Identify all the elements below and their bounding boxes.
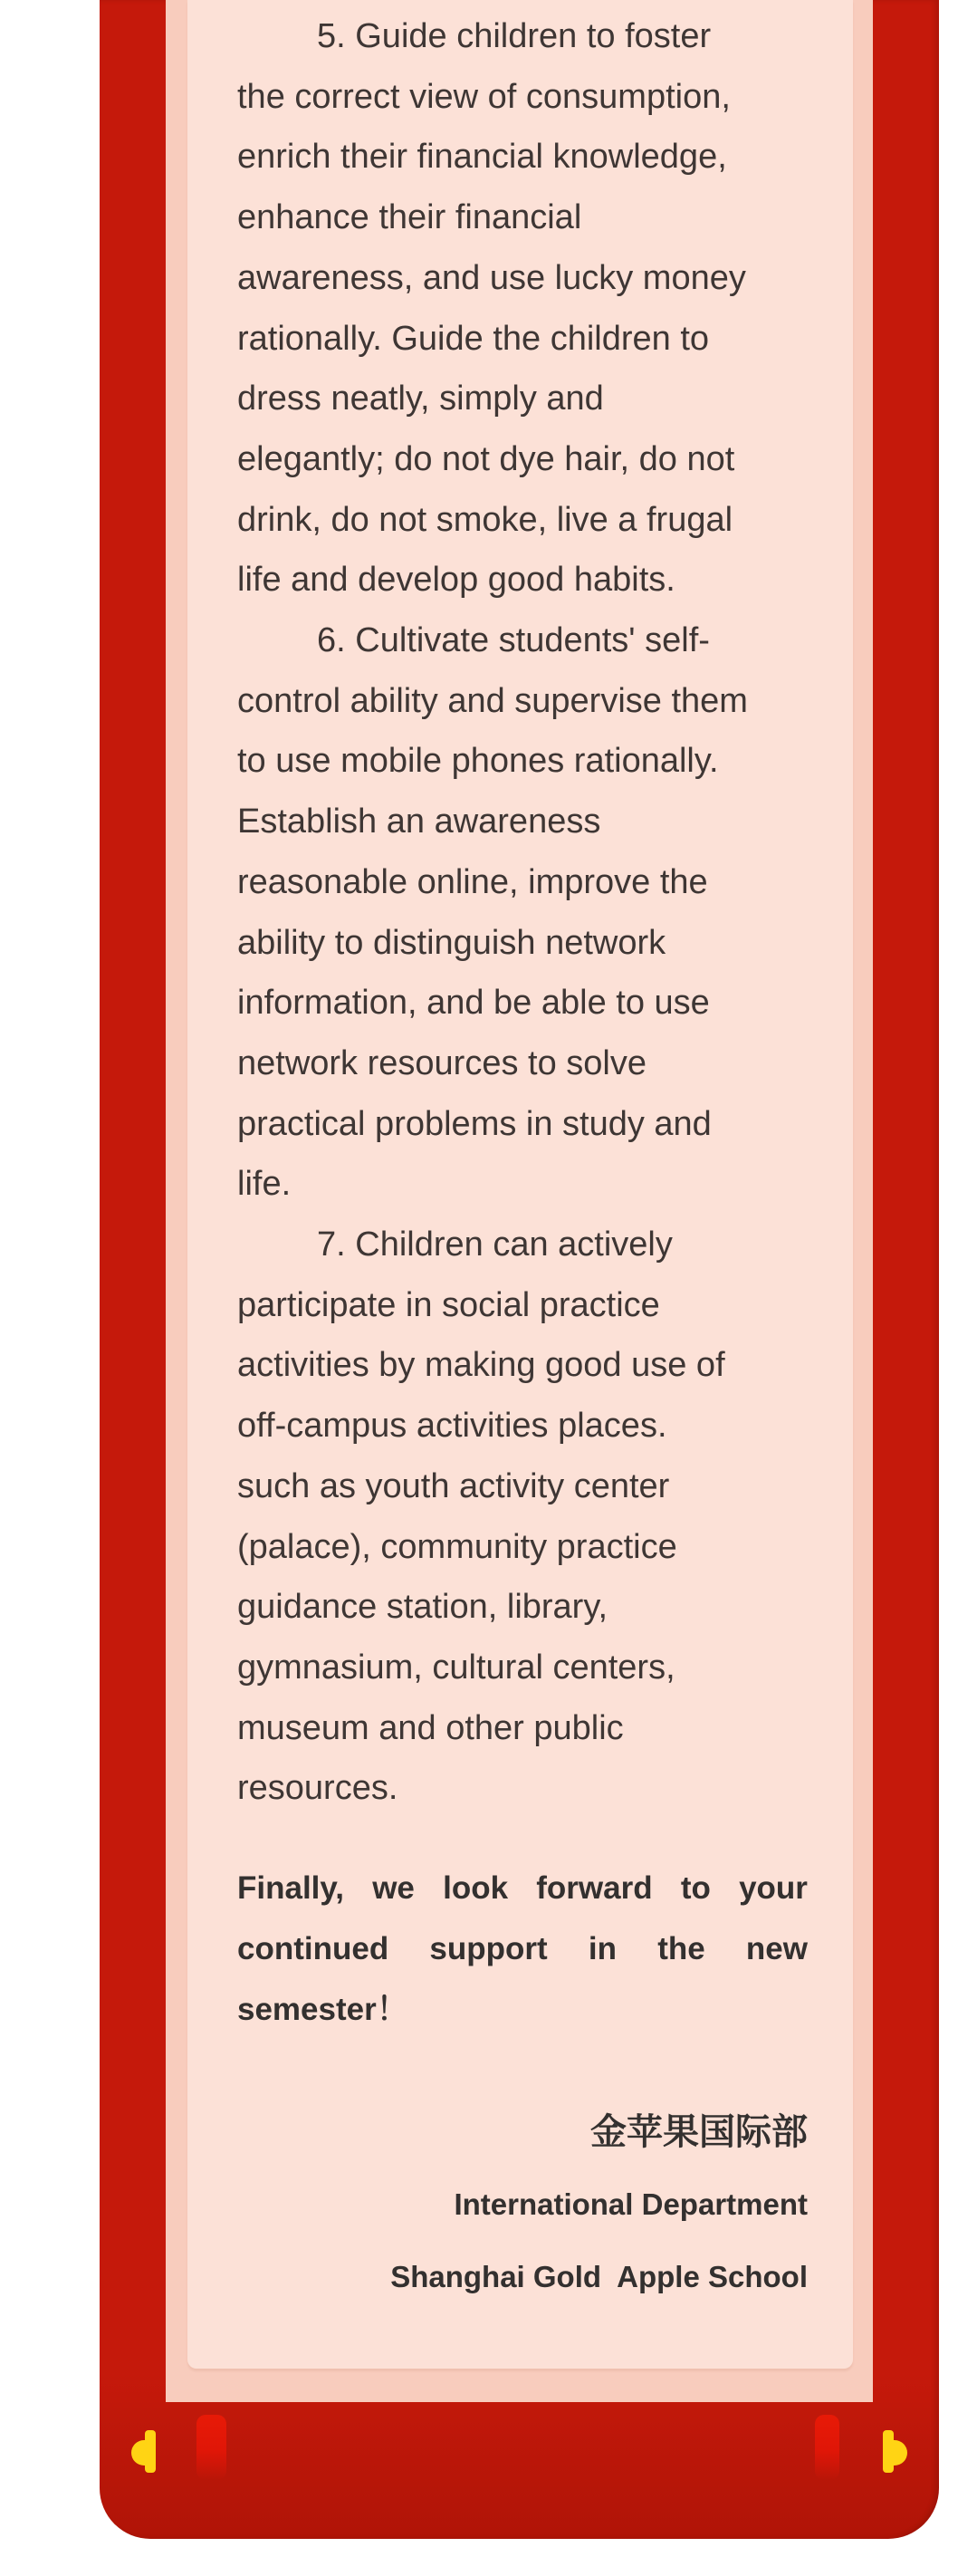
paragraph-5-line: drink, do not smoke, live a frugal: [237, 500, 733, 539]
letter-paper: [187, 0, 853, 2369]
word: the: [657, 1930, 705, 1966]
word: in: [588, 1930, 617, 1966]
paragraph-6: [237, 610, 808, 1215]
word: new: [745, 1930, 808, 1966]
paragraph-6-line: life.: [237, 1165, 292, 1204]
closing-paragraph-line: [237, 1859, 808, 1919]
paragraph-5-line: awareness, and use lucky money: [237, 258, 746, 297]
paragraph-7: [237, 1215, 808, 1819]
roller-knob-left-icon: [131, 2440, 146, 2465]
paragraph-6-line: Establish an awareness: [237, 803, 601, 841]
paragraph-7-line: museum and other public: [237, 1708, 624, 1747]
word: your: [739, 1870, 808, 1907]
letter-body: [237, 0, 808, 2313]
roller-highlight-left: [196, 2415, 226, 2480]
roller-highlight-right: [815, 2415, 839, 2480]
paragraph-7-line: guidance station, library,: [237, 1588, 608, 1627]
closing-paragraph-line: [237, 1919, 808, 1980]
closing-paragraph: [237, 1859, 808, 2040]
word: Finally,: [237, 1870, 344, 1907]
signature-school: [237, 2241, 808, 2313]
scroll-frame: [100, 0, 939, 2539]
closing-paragraph-line: semester！: [237, 1991, 408, 2027]
paragraph-5-line: life and develop good habits.: [237, 561, 675, 600]
word: continued: [237, 1930, 389, 1966]
paragraph-5: [237, 6, 808, 610]
paragraph-7-line: activities by making good use of: [237, 1346, 725, 1385]
word: look: [443, 1870, 509, 1907]
paragraph-6-line: network resources to solve: [237, 1043, 647, 1082]
paragraph-5-line: enrich their financial knowledge,: [237, 138, 727, 177]
word: to: [680, 1870, 711, 1907]
roller-knob-right-icon: [893, 2440, 907, 2465]
roller-knob-left-bar: [145, 2430, 156, 2473]
paragraph-5-line: enhance their financial: [237, 198, 582, 237]
roller-knob-right-bar: [883, 2430, 894, 2473]
paragraph-5-line: 5. Guide children to foster: [317, 17, 712, 55]
paragraph-7-line: such as youth activity center: [237, 1466, 670, 1505]
word: we: [372, 1870, 415, 1907]
signature-department-line: International Department: [454, 2187, 808, 2222]
paragraph-5-line: rationally. Guide the children to: [237, 319, 710, 358]
paragraph-6-line: reasonable online, improve the: [237, 862, 708, 901]
paragraph-5-line: the correct view of consumption,: [237, 77, 731, 116]
paper-border: [166, 0, 873, 2402]
paragraph-6-line: control ability and supervise them: [237, 681, 748, 720]
word: support: [429, 1930, 548, 1966]
paragraph-7-line: off-campus activities places.: [237, 1407, 667, 1446]
paragraph-6-line: ability to distinguish network: [237, 923, 666, 962]
paragraph-7-line: gymnasium, cultural centers,: [237, 1648, 675, 1687]
signature-chinese: [237, 2096, 808, 2168]
paragraph-6-line: information, and be able to use: [237, 984, 710, 1023]
paragraph-6-line: 6. Cultivate students' self-: [317, 621, 710, 660]
paragraph-7-line: (palace), community practice: [237, 1527, 677, 1566]
signature-chinese-line: 金苹果国际部: [590, 2112, 808, 2153]
paragraph-6-line: practical problems in study and: [237, 1104, 712, 1143]
paragraph-7-line: participate in social practice: [237, 1285, 660, 1324]
paragraph-5-line: elegantly; do not dye hair, do not: [237, 439, 735, 478]
paragraph-7-line: 7. Children can actively: [317, 1226, 673, 1264]
signature-department: [237, 2168, 808, 2241]
word: forward: [536, 1870, 653, 1907]
signature-school-line: Shanghai Gold Apple School: [390, 2260, 808, 2294]
paragraph-6-line: to use mobile phones rationally.: [237, 742, 719, 781]
paragraph-5-line: dress neatly, simply and: [237, 380, 604, 418]
paragraph-7-line: resources.: [237, 1769, 398, 1808]
